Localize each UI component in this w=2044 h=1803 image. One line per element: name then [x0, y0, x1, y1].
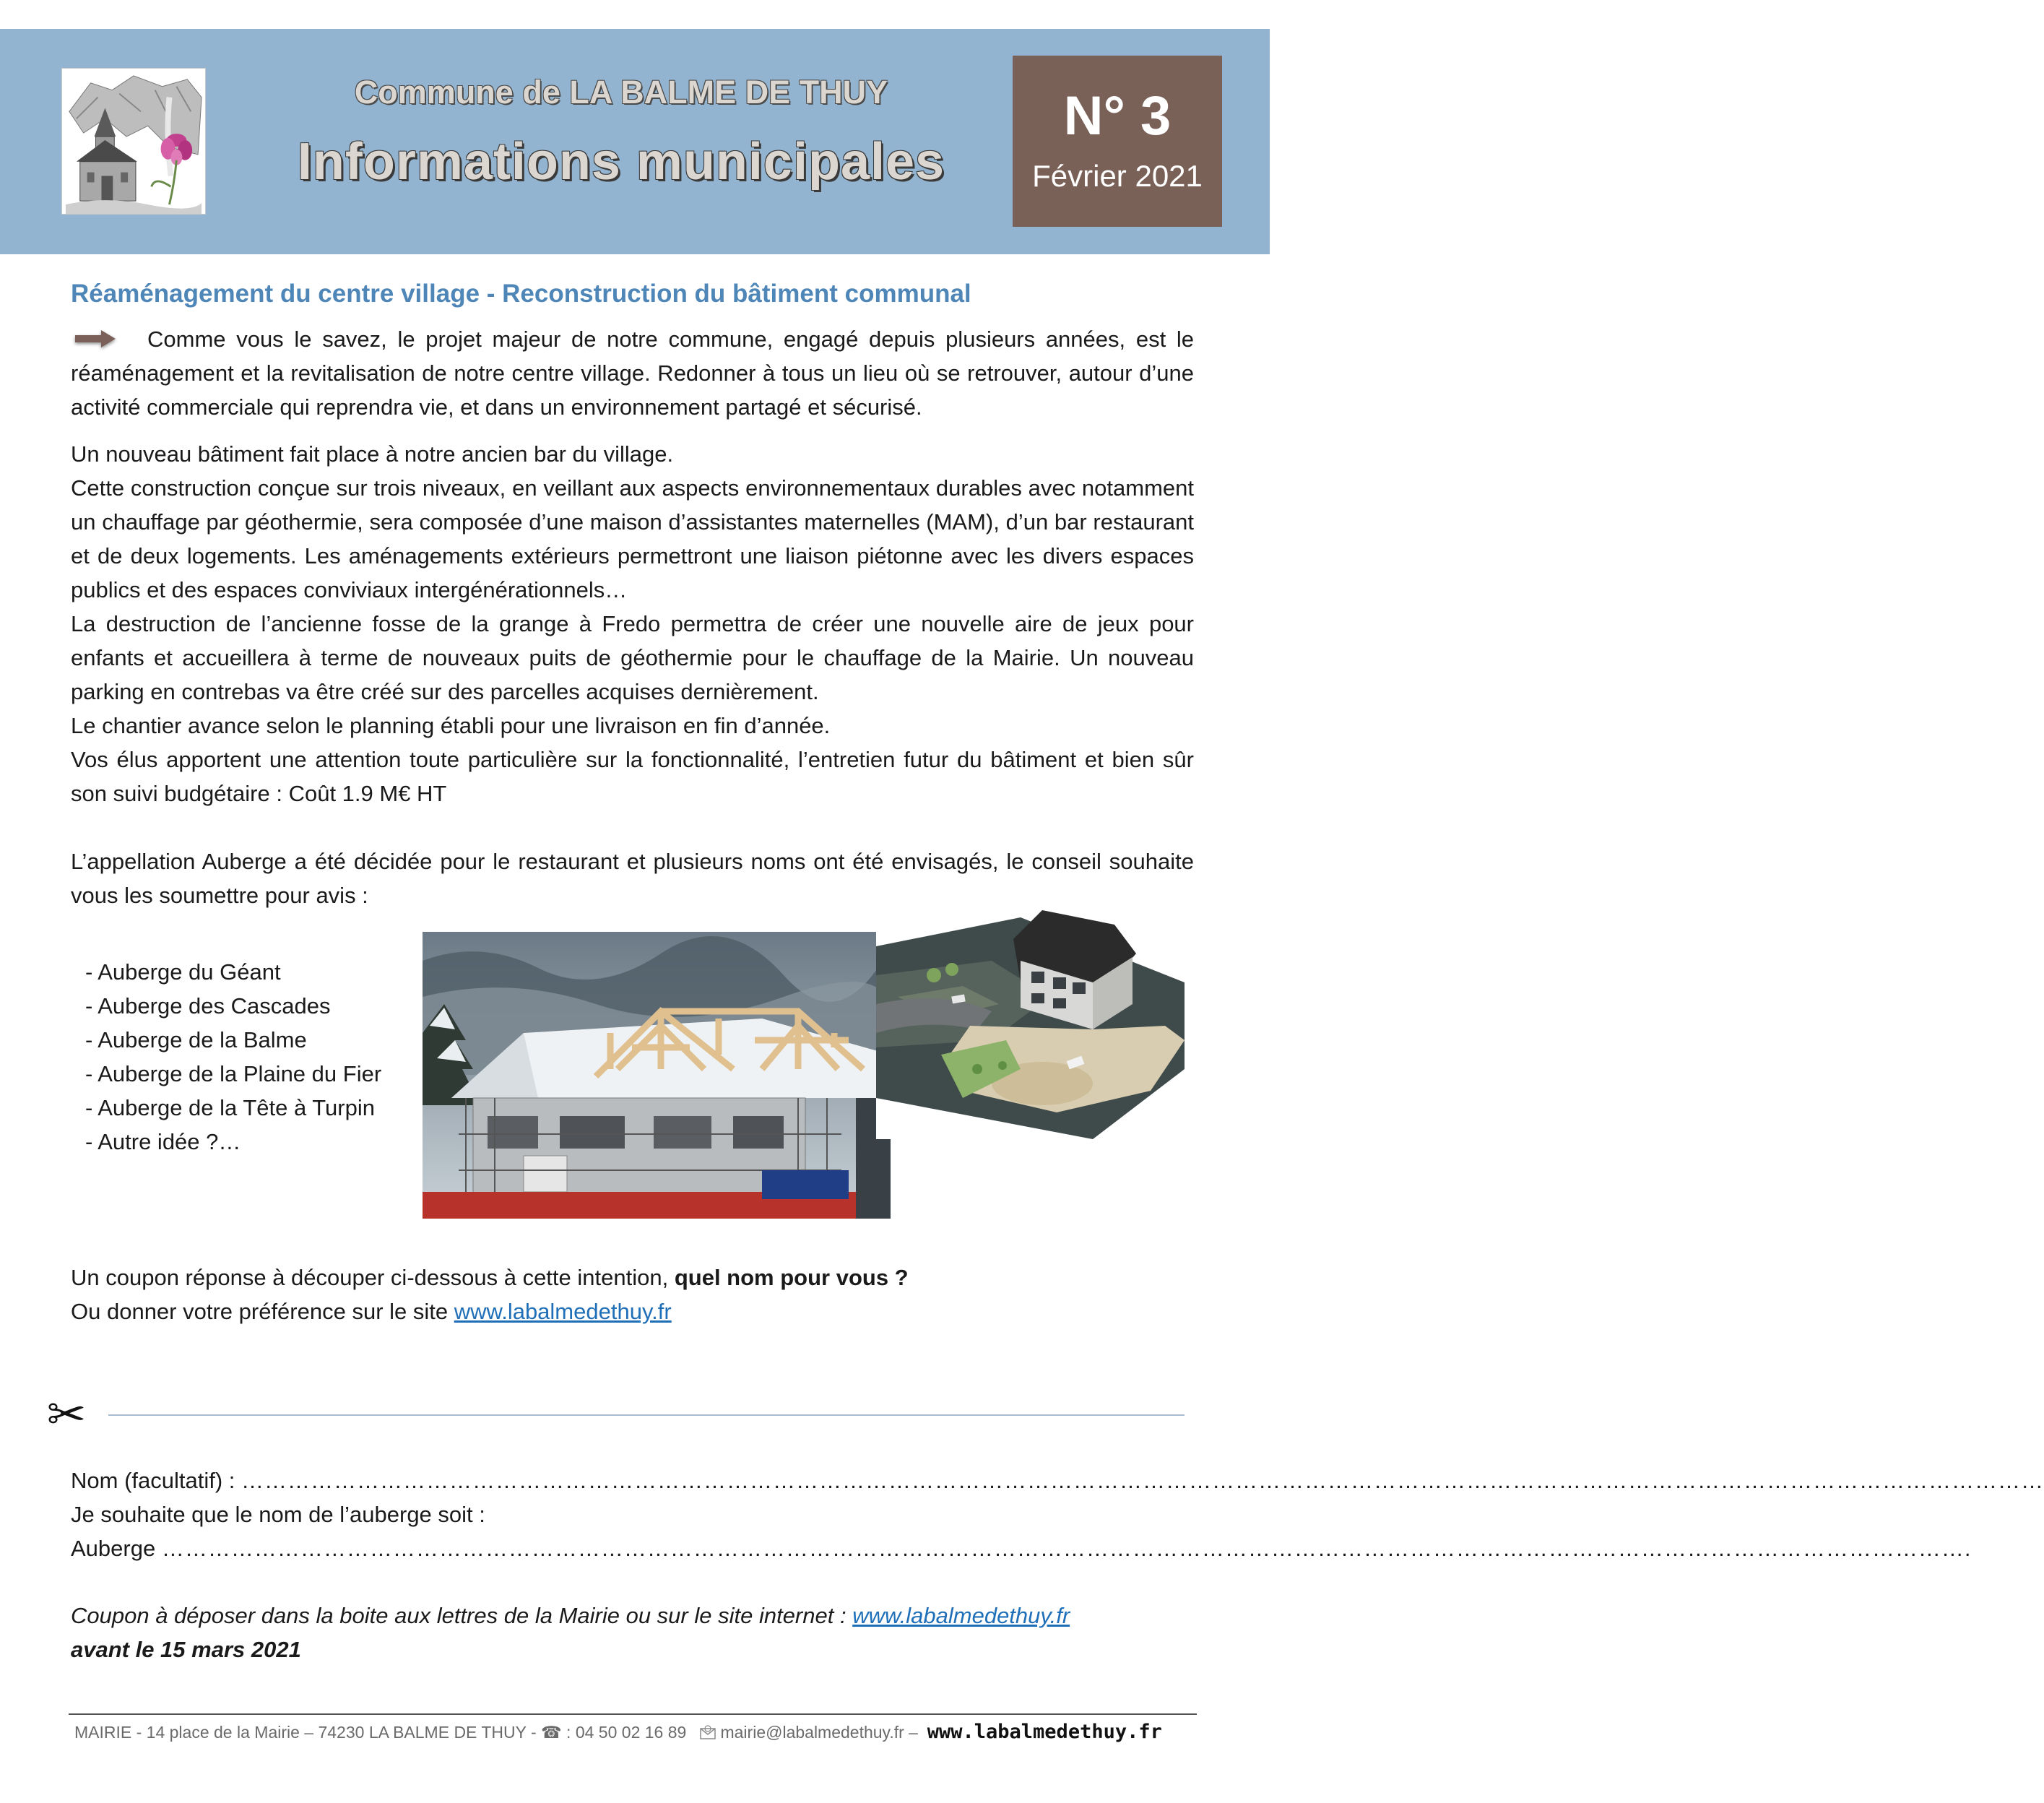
note-line1 — [71, 1599, 1198, 1633]
note-text: Coupon à déposer dans la boite aux lettres de la Mairie ou sur le site internet : — [71, 1603, 846, 1628]
paragraph-line2: Cette construction conçue sur trois niveaux, en veillant aux aspects environnementaux durables avec notamment un chauffage par géothermie, sera composée d’une maison d’assistantes maternelles (MAM), d’un bar restaurant et de deux logements. Les aménagements extérieurs permettront une liaison piétonne avec les divers espaces publics et des espaces conviviaux intergénérationnels… — [71, 475, 1194, 602]
note-deadline: avant le 15 mars 2021 — [71, 1637, 301, 1662]
list-item: - Auberge de la Tête à Turpin — [85, 1095, 375, 1120]
auberge-label: Auberge — [71, 1536, 156, 1561]
footer-website[interactable]: www.labalmedethuy.fr — [927, 1721, 1162, 1743]
commune-logo — [61, 68, 206, 215]
chapel-flower-logo-image — [62, 69, 205, 214]
footer-phone: : 04 50 02 16 89 — [566, 1723, 687, 1742]
construction-site-photo — [423, 932, 891, 1219]
wish-label: Je souhaite que le nom de l’auberge soit : — [71, 1502, 485, 1527]
paragraph-line5: Vos élus apportent une attention toute particulière sur la fonctionnalité, l’entretien futur du bâtiment et bien sûr son suivi budgétaire : Coût 1.9 M€ HT — [71, 747, 1194, 806]
note-website-link[interactable]: www.labalmedethuy.fr — [852, 1603, 1070, 1628]
footer — [74, 1718, 1162, 1748]
website-link[interactable]: www.labalmedethuy.fr — [454, 1299, 672, 1324]
coupon-intro-text: Un coupon réponse à découper ci-dessous à cette intention, — [71, 1265, 669, 1290]
footer-email: mairie@labalmedethuy.fr – — [720, 1723, 918, 1742]
coupon-form — [71, 1463, 2044, 1565]
name-dots: ……………………………………………………………………………………………………………………………………………………………………………………………………………… — [241, 1468, 2044, 1493]
list-item: - Auberge de la Plaine du Fier — [85, 1061, 382, 1086]
intro-text: Comme vous le savez, le projet majeur de notre commune, engagé depuis plusieurs années, est le réaménagement et la revitalisation de notre centre village. Redonner à tous un lieu où se retrouver, autour d’une activité commerciale qui reprendra vie, et dans un environnement partagé et sécurisé. — [71, 327, 1194, 420]
arrow-right-icon — [71, 328, 121, 350]
issue-number: N° 3 — [1063, 85, 1172, 147]
coupon-note — [71, 1599, 1198, 1666]
commune-name: Commune de LA BALME DE THUY — [354, 74, 888, 111]
footer-divider — [69, 1713, 1197, 1715]
newsletter-title: Informations municipales — [297, 133, 945, 191]
issue-date: Février 2021 — [1032, 159, 1203, 193]
name-label: Nom (facultatif) : — [71, 1468, 235, 1493]
coupon-intro-question: quel nom pour vous ? — [674, 1265, 909, 1290]
mail-icon — [700, 1719, 716, 1748]
wish-row — [71, 1497, 1194, 1531]
appellation-paragraph: L’appellation Auberge a été décidée pour le restaurant et plusieurs noms ont été envisagés, le conseil souhaite vous les soumettre pour avis : — [71, 849, 1194, 908]
paragraph-line3: La destruction de l’ancienne fosse de la grange à Fredo permettra de créer une nouvelle aire de jeux pour enfants et accueillera à terme de nouveaux puits de géothermie pour le chauffage de la Mairie. Un nouveau parking en contrebas va être créé sur des parcelles acquises dernièrement. — [71, 611, 1194, 704]
paragraph-line4: Le chantier avance selon le planning établi pour une livraison en fin d’année. — [71, 713, 831, 738]
footer-address: MAIRIE - 14 place de la Mairie – 74230 LA BALME DE THUY - — [74, 1723, 537, 1742]
auberge-options-list — [85, 955, 381, 1159]
auberge-dots-end: . — [1964, 1536, 1971, 1561]
auberge-field[interactable] — [71, 1531, 1971, 1565]
scissors-icon: ✂ — [46, 1390, 87, 1440]
phone-icon: ☎ — [541, 1723, 562, 1742]
list-item: - Autre idée ?… — [85, 1129, 241, 1154]
issue-box — [1013, 56, 1222, 227]
coupon-intro — [71, 1261, 909, 1328]
cut-line — [108, 1414, 1185, 1416]
article-title: Réaménagement du centre village - Reconstruction du bâtiment communal — [71, 280, 971, 308]
list-item: - Auberge des Cascades — [85, 993, 331, 1019]
architectural-render-image — [876, 903, 1185, 1139]
intro-paragraph — [71, 322, 1194, 424]
name-field[interactable] — [71, 1463, 2044, 1497]
coupon-intro-line1 — [71, 1261, 909, 1294]
list-item: - Auberge de la Balme — [85, 1027, 307, 1052]
coupon-intro-site-text: Ou donner votre préférence sur le site — [71, 1299, 449, 1324]
article-body — [71, 274, 1194, 912]
auberge-dots: ……………………………………………………………………………………………………………………………………………………………………………………………………………… — [161, 1536, 1965, 1561]
paragraph-line1: Un nouveau bâtiment fait place à notre ancien bar du village. — [71, 441, 674, 467]
coupon-intro-line2 — [71, 1294, 909, 1328]
list-item: - Auberge du Géant — [85, 959, 281, 985]
